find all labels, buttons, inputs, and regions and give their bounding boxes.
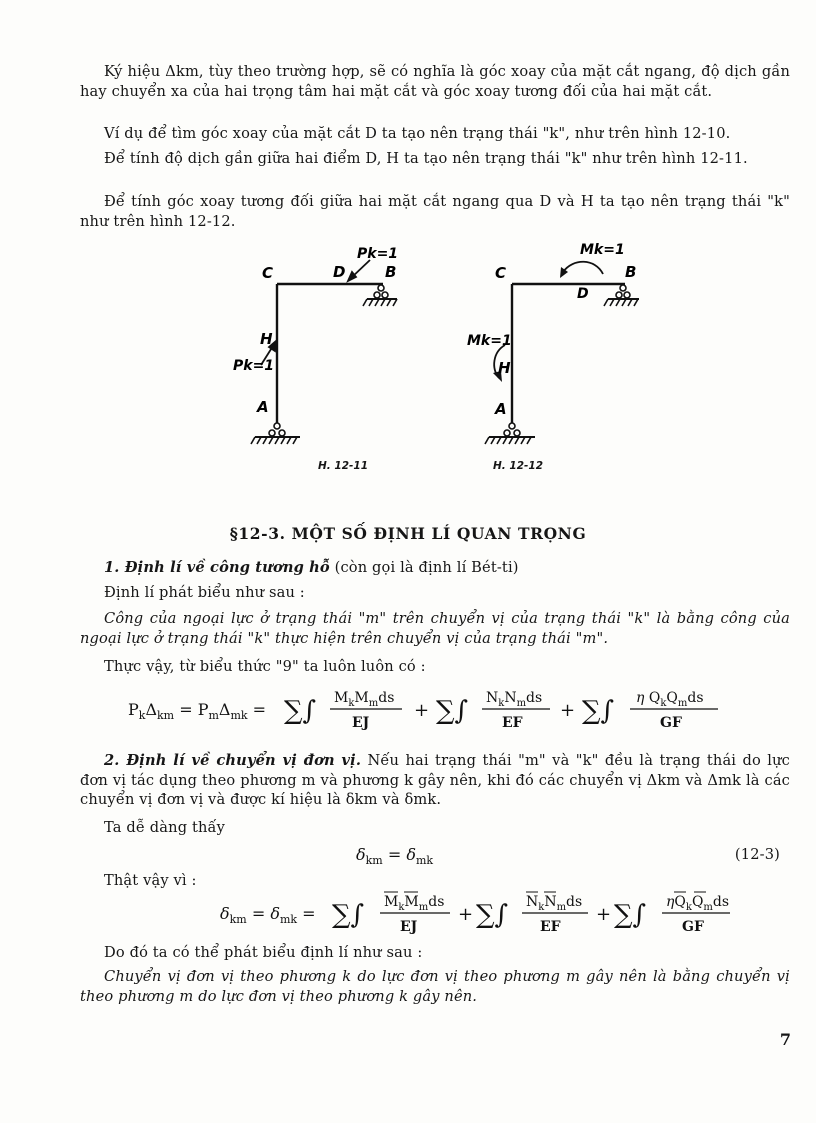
svg-text:EF: EF [502,715,523,731]
page-number: 7 [779,1030,791,1049]
easy-to-see: Ta dễ dàng thấy [104,819,226,836]
svg-text:δkm = δmk: $\delta_{km} = \delta_{mk}$ [356,845,434,867]
theorem-1-statement: Công của ngoại lực ở trạng thái "m" trên chuyển vị của trạng thái "k" là bằng công của ngoại lực ở trạng thái "k" thực hiện trên chuyển vị của trạng thái "m". [80,610,790,647]
theorem-2-statement: Chuyển vị đơn vị theo phương k do lực đơn vị theo phương m gây nên là bằng chuyển vị theo phương m do lực đơn vị theo phương k gây nên. [80,968,790,1005]
fig1-label-h: H [260,330,273,348]
svg-text:GF: GF [682,919,704,935]
svg-text:+: + [458,904,474,925]
fig2-label-mk-side: Mk=1 [467,333,512,349]
svg-text:EJ: EJ [352,715,370,731]
svg-text:∑∫: ∑∫ [476,900,509,930]
fig1-label-a: A [257,398,269,416]
svg-text:MkMmds: $M_kM_mds$ [334,690,395,709]
fig1-caption: H. 12-11 [318,460,369,472]
fig2-label-d: D [577,286,589,302]
fig1-label-d: D [333,263,346,281]
theorem-2-paragraph [80,751,790,810]
equation-betti [120,682,740,732]
svg-text:η QkQmds: η $Q_kQ_mds$ [636,690,704,709]
fig2-label-a: A [495,400,507,418]
section-title: §12-3. MỘT SỐ ĐỊNH LÍ QUAN TRỌNG [229,524,587,543]
svg-text:+: + [596,904,612,925]
theorem-1-heading [104,558,790,578]
equation-unit-displacement [214,886,734,936]
svg-text:∑∫: ∑∫ [284,696,317,726]
fig1-label-c: C [262,264,274,282]
fig2-label-b: B [625,263,637,281]
svg-text:ηQkQmds: $\eta Q_kQ_mds$ [666,894,730,913]
svg-text:EJ: EJ [400,919,418,935]
fig2-label-h: H [498,359,511,377]
fig1-label-pk-side: Pk=1 [233,358,275,374]
conclusion: Do đó ta có thể phát biểu định lí như sau : [104,944,423,961]
intro-paragraph-4: Để tính góc xoay tương đối giữa hai mặt cắt ngang qua D và H ta tạo nên trạng thái "k" như trên hình 12-12. [80,193,790,230]
svg-text:GF: GF [660,715,682,731]
svg-text:PkΔkm = PmΔmk =: $P_k\Delta_{km} = P_m\Delta_{mk}$ = [128,700,267,722]
intro-paragraph-3: Để tính độ dịch gần giữa hai điểm D, H ta tạo nên trạng thái "k" như trên hình 12-11. [104,150,748,167]
svg-text:NkNmds: $N_kN_mds$ [486,690,543,709]
svg-text:MkMmds: $M_kM_mds$ [384,894,445,913]
svg-text:∑∫: ∑∫ [332,900,365,930]
intro-paragraph-1: Ký hiệu Δkm, tùy theo trường hợp, sẽ có nghĩa là góc xoay của mặt cắt ngang, độ dịch gần hay chuyển xa của hai trọng tâm hai mặt cắt và góc xoay tương đối của hai mặt cắt. [80,63,790,100]
theorem-1-note: (còn gọi là định lí Bét-ti) [329,559,519,576]
equation-12-3 [352,840,472,870]
theorem-1-intro: Định lí phát biểu như sau : [104,584,305,601]
intro-paragraph-2: Ví dụ để tìm góc xoay của mặt cắt D ta tạo nên trạng thái "k", như trên hình 12-10. [104,125,731,142]
theorem-2-title: 2. Định lí về chuyển vị đơn vị. [104,752,362,769]
fig2-label-c: C [495,264,507,282]
theorem-2-text: Nếu hai trạng thái "m" và "k" đều là trạng thái do lực đơn vị tác dụng theo phương m và phương k gây nên, khi đó các chuyển vị Δkm và Δmk là các chuyển vị đơn vị và được kí hiệu là δkm và δmk. [80,752,791,808]
fig2-caption: H. 12-12 [493,460,544,472]
theorem-1-title: 1. Định lí về công tương hỗ [104,559,330,576]
theorem-1-proof-intro: Thực vậy, từ biểu thức "9" ta luôn luôn có : [104,658,426,675]
svg-text:∑∫: ∑∫ [614,900,647,930]
fig1-label-pk-top: Pk=1 [357,246,399,262]
figure-12-12 [455,240,655,455]
equation-number: (12-3) [734,846,780,863]
svg-text:δkm = δmk =: $\delta_{km} = \delta_{mk}$ = [220,904,316,926]
svg-text:∑∫: ∑∫ [436,696,469,726]
svg-text:+: + [560,700,576,721]
fig1-label-b: B [385,263,397,281]
because: Thật vậy vì : [104,872,197,889]
svg-text:EF: EF [540,919,561,935]
svg-text:NkNmds: $N_kN_mds$ [526,894,583,913]
svg-text:+: + [414,700,430,721]
fig2-label-mk-top: Mk=1 [580,242,625,258]
svg-text:∑∫: ∑∫ [582,696,615,726]
figure-12-11 [215,240,415,455]
